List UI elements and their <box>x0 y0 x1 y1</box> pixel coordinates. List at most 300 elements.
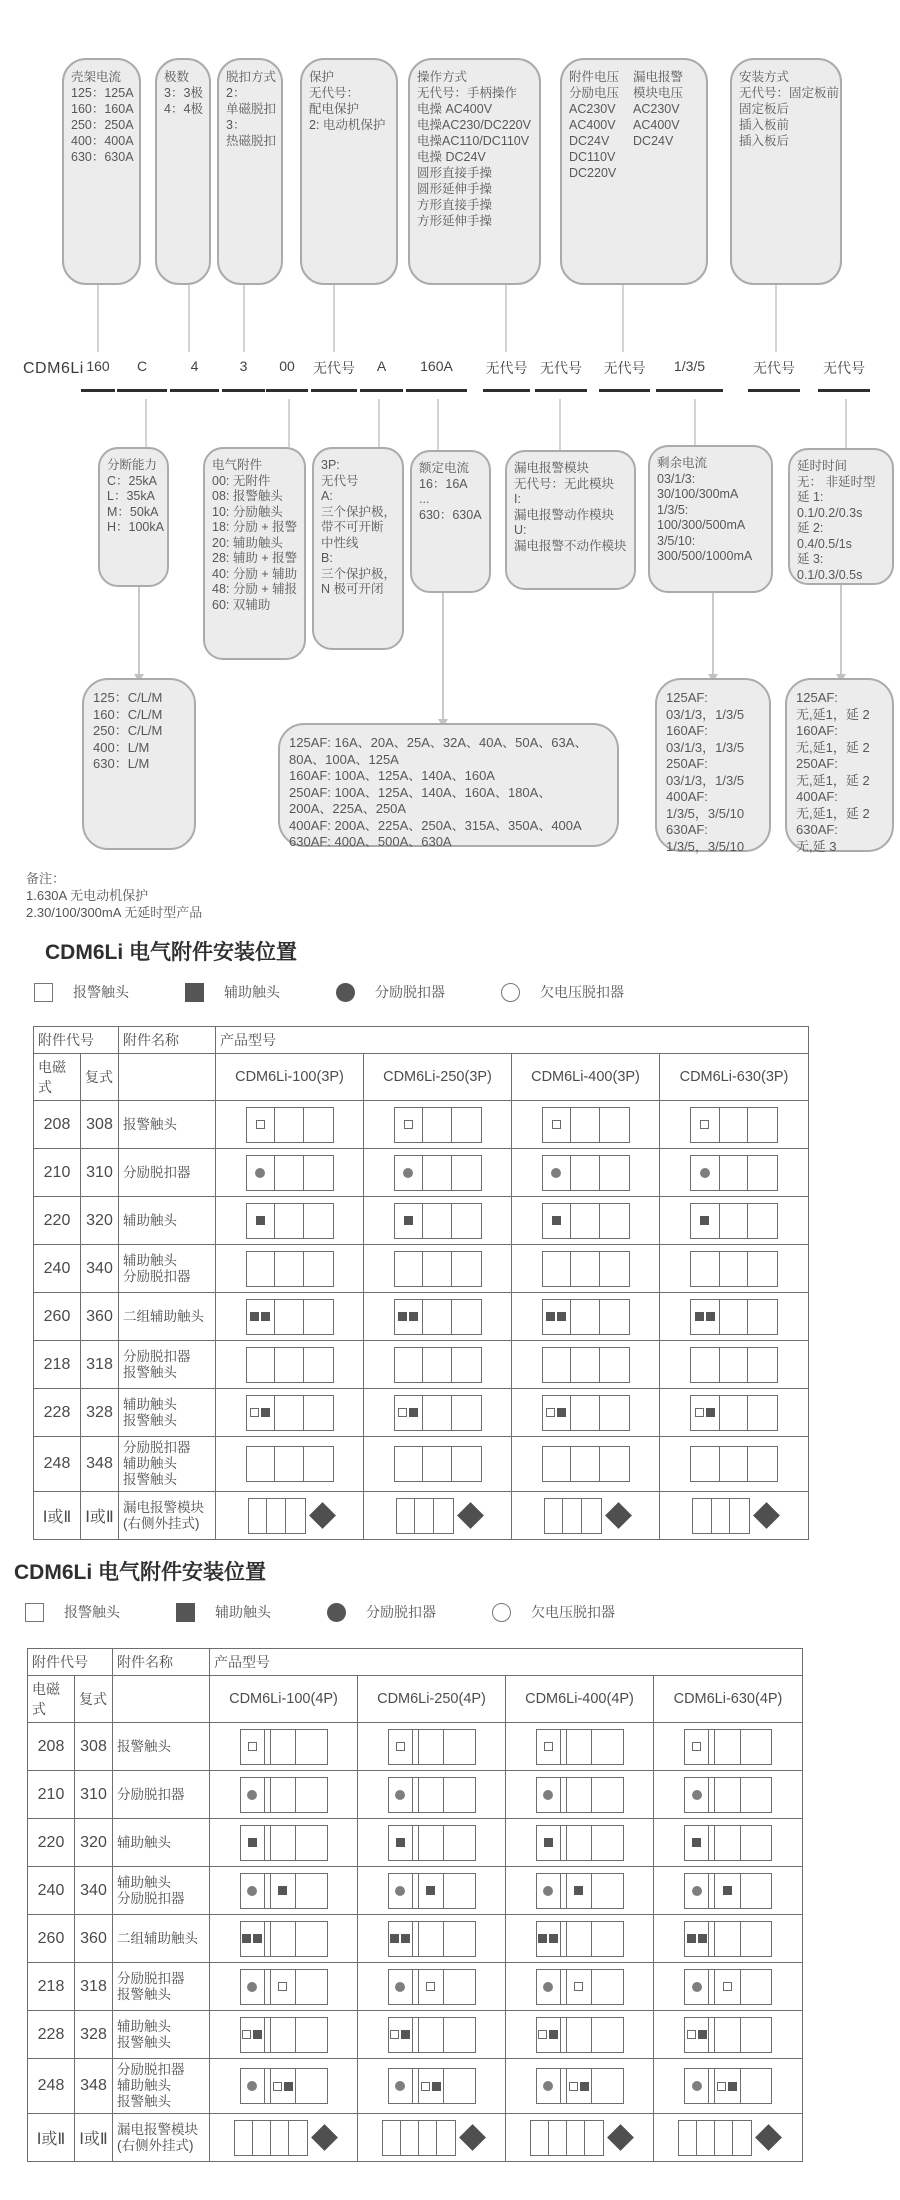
accessory-name-line: 辅助触头 <box>123 1456 177 1471</box>
callout-line: 160：C/L/M <box>93 706 163 722</box>
slot-wrap <box>510 1873 649 1909</box>
cell-accessory-name <box>119 1389 216 1437</box>
cell-position-diagram <box>216 1293 364 1341</box>
slot-box <box>394 1155 482 1191</box>
slot-box <box>388 1873 476 1909</box>
header-product-model: 产品型号 <box>210 1649 803 1676</box>
callout-pole-config <box>312 447 404 650</box>
circle-fill-icon <box>247 1886 257 1896</box>
model-segment-11: 1/3/5 <box>673 358 706 374</box>
slot <box>296 1922 326 1956</box>
model-segment-underline <box>748 389 800 392</box>
slot <box>693 1499 712 1533</box>
accessory-name-line: 分励脱扣器 <box>117 1890 185 1906</box>
slot <box>452 1300 481 1334</box>
diamond-icon <box>605 1502 632 1529</box>
callout-line: 方形延伸手操 <box>417 214 493 228</box>
slot-box <box>690 1251 778 1287</box>
cell-position-diagram <box>358 1915 506 1963</box>
callout-line: 附件电压 <box>569 70 620 84</box>
callout-line: 28: 辅助 + 报警 <box>212 551 298 565</box>
slot-box <box>530 2120 604 2156</box>
cell-accessory-name <box>113 1963 210 2011</box>
circle-fill-icon <box>543 1982 553 1992</box>
slot <box>444 1778 474 1812</box>
cell-position-diagram <box>210 1915 358 1963</box>
slot-wrap <box>510 2068 649 2104</box>
slot-box <box>394 1446 482 1482</box>
accessory-name-line: (右侧外挂式) <box>117 2137 194 2153</box>
callout-line: C：25kA <box>107 473 158 488</box>
slot <box>567 1826 593 1860</box>
cell-position-diagram <box>512 1389 660 1437</box>
legend-label: 欠电压脱扣器 <box>540 984 624 1000</box>
cell-position-diagram <box>358 2114 506 2162</box>
slot-wrap <box>664 1347 804 1383</box>
section-title-3p: CDM6Li 电气附件安装位置 <box>45 941 297 964</box>
slot <box>537 1826 561 1860</box>
slot-wrap <box>510 1729 649 1765</box>
header-row-2 <box>28 1676 803 1723</box>
slot <box>571 1300 600 1334</box>
callout-line: 延 1: <box>797 490 824 504</box>
callout-electrical-accessories <box>203 447 306 660</box>
cell-code-electromagnetic: 240 <box>34 1245 81 1293</box>
slot <box>748 1447 777 1481</box>
table-row <box>34 1245 809 1293</box>
cell-position-diagram <box>660 1149 809 1197</box>
cell-position-diagram <box>210 1963 358 2011</box>
circle-open-icon <box>492 1603 511 1622</box>
square-open-icon <box>273 2082 282 2091</box>
cell-position-diagram <box>216 1389 364 1437</box>
cell-code-electromagnetic: 228 <box>34 1389 81 1437</box>
slot <box>275 1252 304 1286</box>
callout-line: 1/3/5: <box>657 502 689 517</box>
slot <box>304 1447 333 1481</box>
legend-label: 分励脱扣器 <box>375 984 445 1000</box>
cell-accessory-name <box>113 1819 210 1867</box>
slot <box>543 1396 572 1430</box>
cell-position-diagram <box>506 1723 654 1771</box>
slot-wrap <box>214 1873 353 1909</box>
cell-code-compound: 308 <box>81 1101 119 1149</box>
model-segment-underline <box>483 389 530 392</box>
cell-code-compound: 328 <box>75 2011 113 2059</box>
cell-code-electromagnetic: 208 <box>34 1101 81 1149</box>
callout-line: 壳架电流 <box>71 70 122 84</box>
slot <box>741 1730 771 1764</box>
model-segment-underline <box>117 389 167 392</box>
slot <box>419 2069 445 2103</box>
legend-label: 辅助触头 <box>215 1604 271 1620</box>
square-fill-icon <box>409 1408 418 1417</box>
callout-line: 无,延1，延 2 <box>796 739 870 755</box>
slot-box <box>234 2120 308 2156</box>
cell-code-compound: 360 <box>81 1293 119 1341</box>
slot-box <box>684 1729 772 1765</box>
cell-code-compound: 348 <box>75 2059 113 2114</box>
slot <box>434 1499 453 1533</box>
square-open-icon <box>34 983 53 1002</box>
callout-column <box>633 69 683 274</box>
slot-wrap <box>362 2068 501 2104</box>
slot <box>241 2018 265 2052</box>
circle-fill-icon <box>327 1603 346 1622</box>
cell-position-diagram <box>358 1867 506 1915</box>
cell-position-diagram <box>216 1245 364 1293</box>
slot-box <box>684 2068 772 2104</box>
cell-code-electromagnetic: 240 <box>28 1867 75 1915</box>
slot-box <box>684 2017 772 2053</box>
slot-wrap <box>362 1921 501 1957</box>
slot-wrap <box>516 1203 655 1239</box>
connector-line <box>622 285 624 352</box>
cell-position-diagram <box>660 1197 809 1245</box>
square-fill-icon <box>580 2082 589 2091</box>
callout-line: 125：125A <box>71 86 134 100</box>
cell-position-diagram <box>216 1341 364 1389</box>
accessory-name-line: 辅助触头 <box>117 1834 171 1850</box>
cell-position-diagram <box>660 1245 809 1293</box>
cell-position-diagram <box>512 1341 660 1389</box>
slot <box>741 1922 771 1956</box>
model-segment-underline <box>311 389 357 392</box>
slot-wrap <box>214 1921 353 1957</box>
slot-wrap <box>664 1107 804 1143</box>
model-segment-6: A <box>376 358 387 374</box>
slot <box>571 1447 600 1481</box>
slot <box>691 1447 720 1481</box>
cell-accessory-name <box>119 1293 216 1341</box>
slot-box <box>394 1395 482 1431</box>
slot <box>247 1348 276 1382</box>
cell-code-electromagnetic: Ⅰ或Ⅱ <box>34 1492 81 1540</box>
slot-wrap <box>368 1203 507 1239</box>
cell-code-compound: 328 <box>81 1389 119 1437</box>
callout-line: A: <box>321 489 333 503</box>
slot <box>720 1396 749 1430</box>
accessory-name-line: 分励脱扣器 <box>123 1164 191 1180</box>
callout-line: L：35kA <box>107 489 155 503</box>
callout-line: 20: 辅助触头 <box>212 535 283 550</box>
callout-line: B: <box>321 551 333 565</box>
callout-line: 40: 分励 + 辅助 <box>212 566 298 581</box>
slot <box>415 1499 434 1533</box>
table-body <box>28 1723 803 2162</box>
cell-position-diagram <box>358 1963 506 2011</box>
table-row <box>28 1963 803 2011</box>
cell-code-electromagnetic: 218 <box>28 1963 75 2011</box>
callout-line: DC24V <box>569 134 610 148</box>
square-fill-icon <box>261 1312 270 1321</box>
arrow-line <box>442 593 444 721</box>
accessory-name-line: 辅助触头 <box>123 1212 177 1228</box>
cell-position-diagram <box>358 1819 506 1867</box>
slot <box>567 2121 585 2155</box>
slot <box>685 1922 709 1956</box>
slot <box>600 1204 629 1238</box>
slot <box>397 1499 416 1533</box>
cell-code-compound: 348 <box>81 1437 119 1492</box>
cell-position-diagram <box>216 1149 364 1197</box>
slot-wrap <box>368 1446 507 1482</box>
circle-fill-icon <box>403 1168 413 1178</box>
slot-wrap <box>214 1969 353 2005</box>
circle-fill-icon <box>551 1168 561 1178</box>
callout-leakage-alarm-module <box>505 450 636 590</box>
slot <box>715 2121 733 2155</box>
square-fill-icon <box>404 1216 413 1225</box>
slot-wrap <box>368 1107 507 1143</box>
slot <box>741 2069 771 2103</box>
slot <box>304 1300 333 1334</box>
callout-line: I: <box>514 492 521 506</box>
slot-box <box>394 1347 482 1383</box>
slot <box>600 1108 629 1142</box>
slot-wrap <box>516 1446 655 1482</box>
square-fill-icon <box>256 1216 265 1225</box>
cell-code-electromagnetic: 248 <box>28 2059 75 2114</box>
slot <box>543 1447 572 1481</box>
accessory-name-line: 分励脱扣器 <box>117 2062 185 2077</box>
square-fill-icon <box>557 1312 566 1321</box>
slot <box>423 1108 452 1142</box>
callout-line: 3P: <box>321 458 340 472</box>
square-open-icon <box>538 2030 547 2039</box>
callout-line: 无代号：固定板前 <box>739 86 840 100</box>
slot <box>247 1108 276 1142</box>
slot-box <box>690 1395 778 1431</box>
square-fill-icon <box>538 1934 547 1943</box>
arrow-line <box>840 585 842 676</box>
slot-box <box>690 1299 778 1335</box>
header-accessory-name: 附件名称 <box>119 1027 216 1054</box>
callout-line: 无,延1，延 2 <box>796 772 870 788</box>
cell-code-electromagnetic: 220 <box>34 1197 81 1245</box>
callout-rated-current <box>410 450 491 593</box>
callout-line: 漏电报警 <box>633 70 684 84</box>
square-open-icon <box>25 1603 44 1622</box>
callout-line: 三个保护极， <box>321 504 397 519</box>
slot-box <box>240 1873 328 1909</box>
arrow-line <box>712 593 714 676</box>
slot <box>691 1252 720 1286</box>
slot-wrap <box>516 1498 655 1534</box>
cell-position-diagram <box>512 1197 660 1245</box>
square-fill-icon <box>261 1408 270 1417</box>
legend-item <box>327 1602 436 1622</box>
slot <box>531 2121 549 2155</box>
callout-line: DC24V <box>633 134 674 148</box>
slot-wrap <box>220 1251 359 1287</box>
cell-code-electromagnetic: 210 <box>28 1771 75 1819</box>
accessory-name-line: 分励脱扣器 <box>117 1970 185 1986</box>
slot <box>567 1922 593 1956</box>
cell-accessory-name <box>119 1197 216 1245</box>
callout-line: 300/500/1000mA <box>657 549 753 563</box>
notes-label: 备注： <box>26 871 66 886</box>
table-row <box>34 1149 809 1197</box>
model-segment-13: 无代号 <box>823 360 865 376</box>
slot <box>304 1396 333 1430</box>
slot <box>271 2069 297 2103</box>
cell-position-diagram <box>210 1819 358 1867</box>
slot-wrap <box>220 1299 359 1335</box>
callout-line: 400AF: <box>666 789 708 804</box>
slot-wrap <box>214 2120 353 2156</box>
callout-line: 电操AC230/DC220V <box>417 118 531 132</box>
square-open-icon <box>404 1120 413 1129</box>
slot-wrap <box>368 1347 507 1383</box>
legend-item <box>185 982 280 1002</box>
slot <box>537 2069 561 2103</box>
callout-line: 操作方式 <box>417 70 468 84</box>
slot-wrap <box>658 1777 798 1813</box>
slot <box>685 1970 709 2004</box>
callout-line: 剩余电流 <box>657 456 708 470</box>
slot-wrap <box>658 2120 798 2156</box>
slot <box>741 1970 771 2004</box>
slot <box>419 2018 445 2052</box>
slot-wrap <box>516 1347 655 1383</box>
cell-position-diagram <box>210 2011 358 2059</box>
slot <box>563 1499 582 1533</box>
connector-line <box>333 285 335 352</box>
slot <box>395 1396 424 1430</box>
callout-line: 安装方式 <box>739 70 790 84</box>
diamond-icon <box>457 1502 484 1529</box>
slot <box>304 1156 333 1190</box>
slot <box>389 2069 413 2103</box>
callout-line: 00: 无附件 <box>212 473 271 488</box>
model-segment-12: 无代号 <box>753 360 795 376</box>
slot <box>241 2069 265 2103</box>
slot-box <box>246 1155 334 1191</box>
slot <box>383 2121 401 2155</box>
slot <box>304 1252 333 1286</box>
square-fill-icon <box>390 1934 399 1943</box>
square-open-icon <box>695 1408 704 1417</box>
cell-accessory-name <box>119 1101 216 1149</box>
slot <box>444 2018 474 2052</box>
slot <box>389 1874 413 1908</box>
slot <box>685 2018 709 2052</box>
slot-wrap <box>362 1873 501 1909</box>
cell-position-diagram <box>512 1149 660 1197</box>
slot <box>296 1874 326 1908</box>
circle-fill-icon <box>247 1982 257 1992</box>
square-fill-icon <box>574 1886 583 1895</box>
table-row <box>28 1915 803 1963</box>
slot <box>592 1970 622 2004</box>
slot-wrap <box>220 1155 359 1191</box>
slot-box <box>246 1347 334 1383</box>
callout-line: 3/5/10: <box>657 533 696 548</box>
slot-box <box>542 1446 630 1482</box>
callout-line: 热磁脱扣 <box>226 134 277 148</box>
slot <box>271 1826 297 1860</box>
slot-wrap <box>220 1107 359 1143</box>
slot-box <box>684 1777 772 1813</box>
model-segment-2: 4 <box>190 358 199 374</box>
slot <box>286 1499 305 1533</box>
slot <box>389 1970 413 2004</box>
square-fill-icon <box>284 2082 293 2091</box>
slot <box>549 2121 567 2155</box>
callout-line: 2: 电动机保护 <box>309 118 386 132</box>
callout-line: 无代号：手柄操作 <box>417 86 518 100</box>
slot <box>543 1108 572 1142</box>
slot-wrap <box>220 1498 359 1534</box>
square-fill-icon <box>723 1886 732 1895</box>
callout-line: 18: 分励 + 报警 <box>212 520 298 534</box>
cell-code-compound: 340 <box>81 1245 119 1293</box>
square-fill-icon <box>185 983 204 1002</box>
slot <box>389 1922 413 1956</box>
slot-box <box>388 2017 476 2053</box>
slot-wrap <box>516 1155 655 1191</box>
callout-line: 3： <box>226 118 246 132</box>
cell-code-electromagnetic: 220 <box>28 1819 75 1867</box>
slot-box <box>536 1777 624 1813</box>
connector-line <box>97 285 99 352</box>
slot <box>296 2069 326 2103</box>
slot-wrap <box>214 1729 353 1765</box>
slot-wrap <box>658 2017 798 2053</box>
cell-position-diagram <box>654 1867 803 1915</box>
cell-code-compound: Ⅰ或Ⅱ <box>81 1492 119 1540</box>
slot-box <box>536 1825 624 1861</box>
slot <box>389 1730 413 1764</box>
callout-line: 漏电报警动作模块 <box>514 507 615 522</box>
cell-accessory-name <box>113 1915 210 1963</box>
cell-position-diagram <box>210 1723 358 1771</box>
callout-line: 电气附件 <box>212 458 263 472</box>
cell-position-diagram <box>364 1197 512 1245</box>
notes-items <box>26 887 202 921</box>
callout-line: 方形直接手操 <box>417 198 493 212</box>
slot <box>275 1156 304 1190</box>
slot-box <box>394 1251 482 1287</box>
header-accessory-name: 附件名称 <box>113 1649 210 1676</box>
table-row <box>28 2011 803 2059</box>
callout-line: 30/100/300mA <box>657 487 739 501</box>
cell-position-diagram <box>654 2011 803 2059</box>
slot <box>592 1874 622 1908</box>
slot-wrap <box>510 1777 649 1813</box>
header-compound: 复式 <box>81 1054 119 1101</box>
callout-line: 无,延 3 <box>796 838 837 854</box>
header-product-column: CDM6Li-100(3P) <box>216 1054 364 1101</box>
slot-wrap <box>214 1825 353 1861</box>
slot-wrap <box>362 2017 501 2053</box>
slot <box>697 2121 715 2155</box>
header-product-column: CDM6Li-250(4P) <box>358 1676 506 1723</box>
callout-line: 400AF: 200A、225A、250A、315A、350A、400A <box>289 817 582 833</box>
slot-box <box>240 1777 328 1813</box>
square-fill-icon <box>549 1934 558 1943</box>
slot <box>543 1252 572 1286</box>
square-open-icon <box>687 2030 696 2039</box>
callout-line: 延时时间 <box>797 459 848 473</box>
square-fill-icon <box>248 1838 257 1847</box>
square-open-icon <box>692 1742 701 1751</box>
callout-operation-mode <box>408 58 541 285</box>
square-fill-icon <box>409 1312 418 1321</box>
table-head <box>28 1649 803 1723</box>
slot <box>271 1922 297 1956</box>
